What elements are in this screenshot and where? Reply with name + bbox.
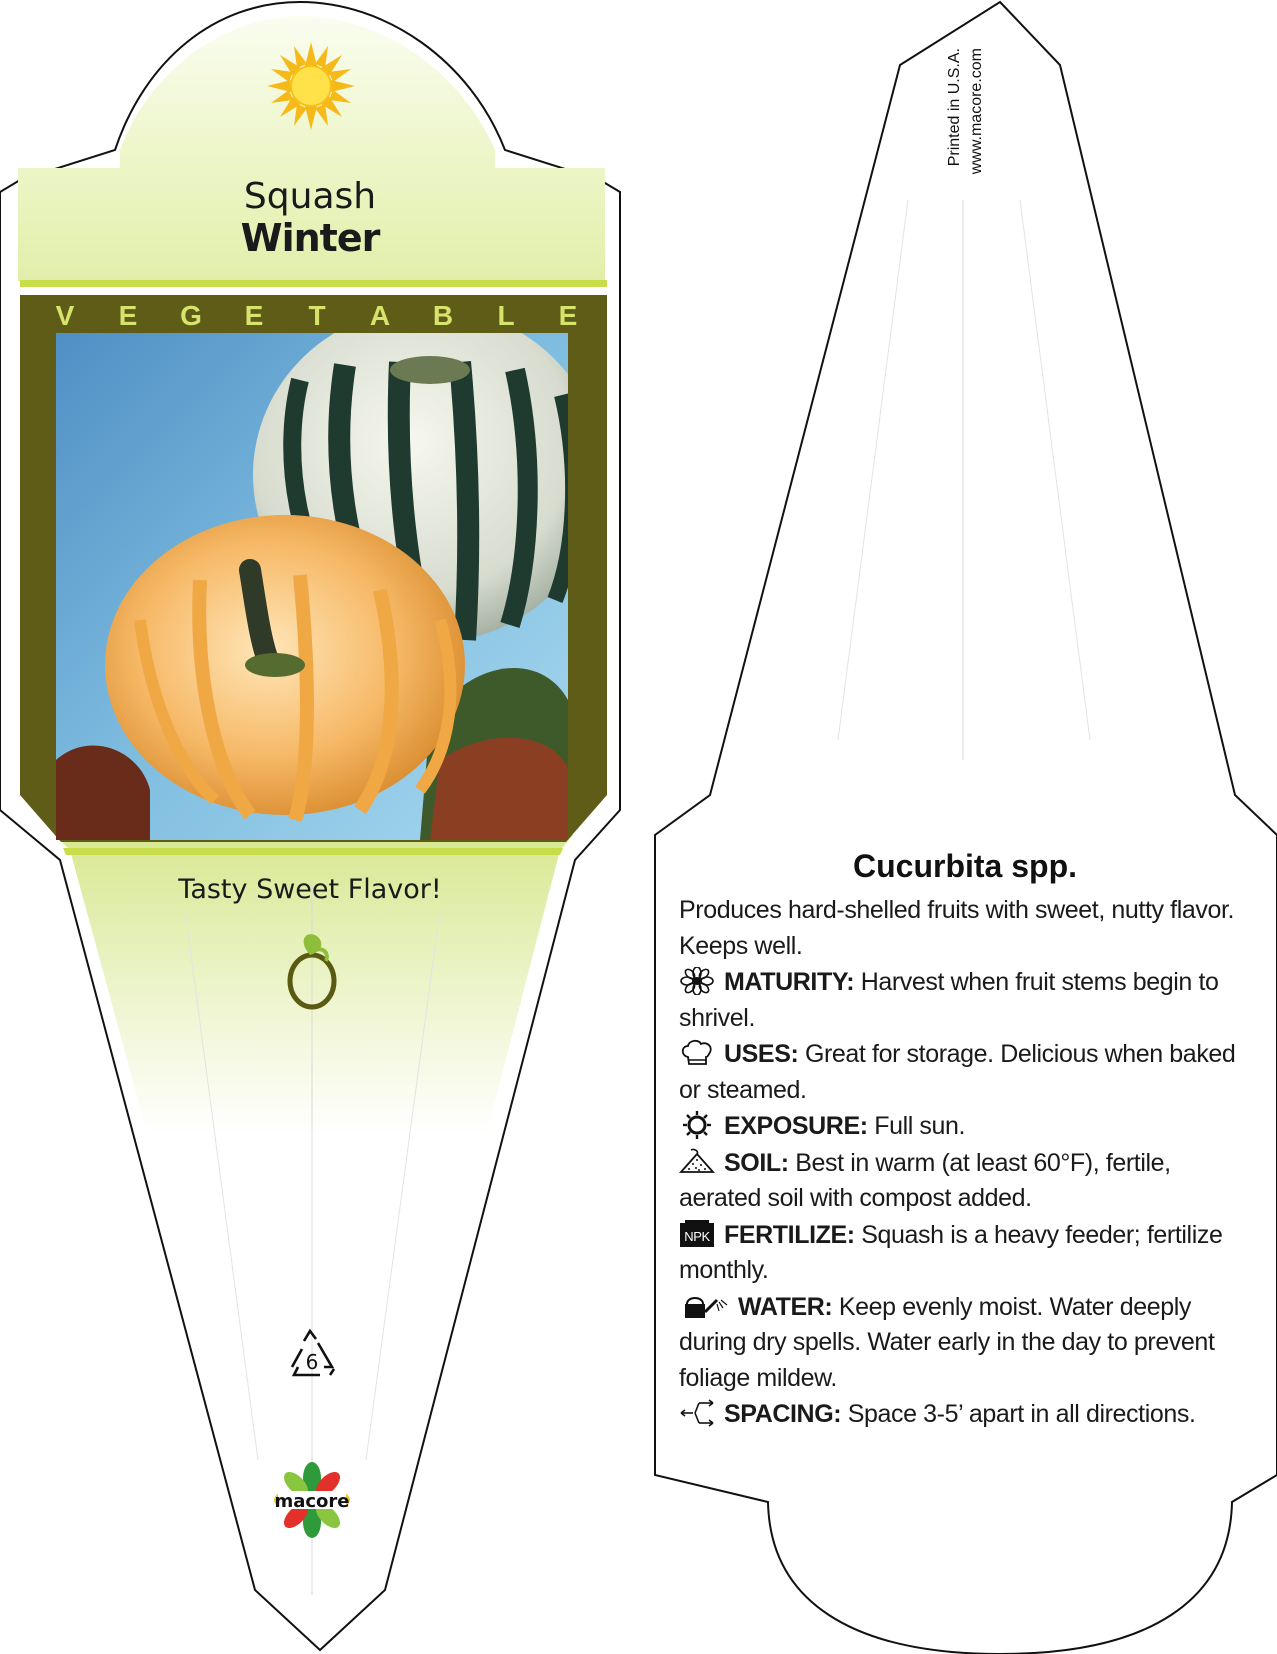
care-text: Keep evenly moist. Water deeply during dry spells. Water early in the day to prevent foliage mildew. (679, 1292, 1215, 1392)
category-letter: E (244, 300, 264, 331)
care-label: MATURITY: (724, 968, 855, 996)
sun-icon (267, 42, 355, 130)
printed-info (946, 48, 985, 218)
care-text: Harvest when fruit stems begin to shrivel. (679, 968, 1219, 1032)
category-letter: T (308, 300, 326, 331)
care-item-fertilize (679, 1218, 1239, 1289)
category-letter: A (369, 300, 391, 331)
care-item-water (679, 1290, 1239, 1397)
category-letter: L (497, 300, 515, 331)
care-label: SOIL: (724, 1148, 789, 1177)
description: Produces hard-shelled fruits with sweet, nutty flavor. Keeps well. (679, 896, 1235, 960)
care-label: WATER: (738, 1292, 833, 1321)
spacing-arrows-icon (679, 1399, 715, 1427)
care-text: Full sun. (867, 1112, 966, 1140)
flower-icon (679, 967, 715, 995)
squash-photo (56, 307, 603, 840)
website: www.macore.com (968, 48, 985, 175)
chef-hat-icon (679, 1039, 715, 1067)
botanical-name: Cucurbita spp. (852, 848, 1077, 884)
category-letter: V (55, 300, 75, 331)
printed-location: Printed in U.S.A. (946, 48, 963, 167)
tagline: Tasty Sweet Flavor! (178, 874, 442, 905)
care-label: FERTILIZE: (724, 1220, 855, 1249)
sun-outline-icon (679, 1111, 715, 1139)
category-letter: G (180, 300, 202, 331)
care-label: USES: (724, 1040, 799, 1068)
category-letter: E (558, 300, 578, 331)
care-text: Best in warm (at least 60°F), fertile, aerated soil with compost added. (679, 1148, 1171, 1212)
plant-variety: Winter (240, 216, 380, 260)
care-item-spacing (679, 1397, 1239, 1433)
care-text: Great for storage. Delicious when baked or steamed. (679, 1040, 1236, 1104)
brand-name: macore (274, 1491, 350, 1512)
care-item-maturity (679, 965, 1239, 1036)
npk-icon (679, 1220, 715, 1248)
care-item-exposure (679, 1109, 1239, 1145)
care-text: Space 3-5’ apart in all directions. (841, 1400, 1196, 1428)
care-item-uses (679, 1037, 1239, 1108)
npk-label: NPK (684, 1228, 710, 1244)
care-item-soil (679, 1146, 1239, 1217)
category-letter: E (118, 300, 138, 331)
care-label: EXPOSURE: (724, 1112, 868, 1140)
care-label: SPACING: (724, 1400, 842, 1428)
watering-can-icon (679, 1292, 729, 1320)
soil-pile-icon (679, 1148, 715, 1176)
plant-name: Squash (243, 176, 377, 217)
category-letter: B (432, 300, 454, 331)
care-info (679, 893, 1239, 1434)
recycle-code: 6 (305, 1350, 319, 1374)
care-text: Squash is a heavy feeder; fertilize monthly. (679, 1220, 1223, 1284)
